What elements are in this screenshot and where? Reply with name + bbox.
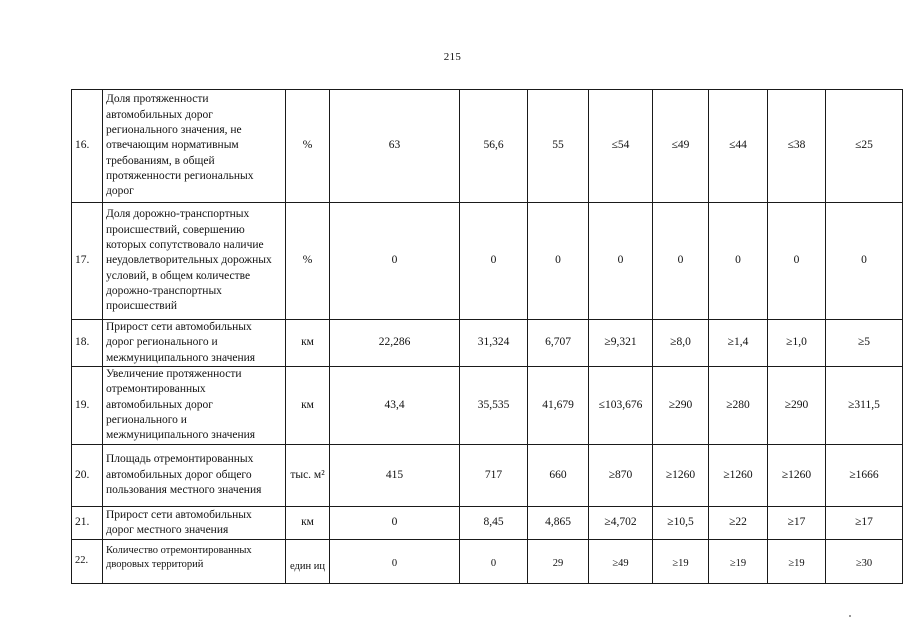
value-cell: 6,707 <box>528 320 589 367</box>
value-cell: ≥19 <box>653 539 709 583</box>
value-cell: 8,45 <box>460 506 528 539</box>
unit-cell: % <box>286 90 330 203</box>
value-cell: ≥4,702 <box>589 506 653 539</box>
value-cell: 0 <box>330 203 460 320</box>
unit-cell: тыс. м² <box>286 444 330 506</box>
unit-cell: % <box>286 203 330 320</box>
indicators-table <box>71 89 903 584</box>
row-number: 18. <box>72 320 103 367</box>
value-cell: ≥1666 <box>826 444 903 506</box>
value-cell: 415 <box>330 444 460 506</box>
value-cell: ≥49 <box>589 539 653 583</box>
value-cell: ≥1,0 <box>768 320 826 367</box>
value-cell: ≥1260 <box>653 444 709 506</box>
value-cell: 717 <box>460 444 528 506</box>
value-cell: 31,324 <box>460 320 528 367</box>
value-cell: ≥5 <box>826 320 903 367</box>
scan-speck <box>849 615 851 617</box>
value-cell: ≥1260 <box>768 444 826 506</box>
table-row <box>72 203 903 320</box>
value-cell: ≥17 <box>768 506 826 539</box>
value-cell: 56,6 <box>460 90 528 203</box>
table-row <box>72 366 903 444</box>
value-cell: 660 <box>528 444 589 506</box>
table-row <box>72 444 903 506</box>
value-cell: ≥280 <box>709 366 768 444</box>
value-cell: ≥1260 <box>709 444 768 506</box>
value-cell: 22,286 <box>330 320 460 367</box>
value-cell: ≥10,5 <box>653 506 709 539</box>
value-cell: ≥22 <box>709 506 768 539</box>
value-cell: 55 <box>528 90 589 203</box>
table-row <box>72 320 903 367</box>
value-cell: ≥19 <box>768 539 826 583</box>
value-cell: 0 <box>330 506 460 539</box>
value-cell: ≤49 <box>653 90 709 203</box>
row-number: 21. <box>72 506 103 539</box>
value-cell: ≥17 <box>826 506 903 539</box>
value-cell: 0 <box>709 203 768 320</box>
unit-cell: един иц <box>286 539 330 583</box>
value-cell: ≤38 <box>768 90 826 203</box>
value-cell: 63 <box>330 90 460 203</box>
indicator-name: Прирост сети автомобильных дорог местного значения <box>103 506 286 539</box>
indicator-name: Увеличение протяженности отремонтированных автомобильных дорог регионального и межмуниципального значения <box>103 366 286 444</box>
value-cell: 35,535 <box>460 366 528 444</box>
row-number: 19. <box>72 366 103 444</box>
unit-cell: км <box>286 320 330 367</box>
value-cell: ≥290 <box>653 366 709 444</box>
value-cell: 4,865 <box>528 506 589 539</box>
value-cell: 0 <box>826 203 903 320</box>
value-cell: 41,679 <box>528 366 589 444</box>
value-cell: 0 <box>330 539 460 583</box>
value-cell: ≤103,676 <box>589 366 653 444</box>
row-number: 22. <box>72 539 103 583</box>
table-row <box>72 90 903 203</box>
indicator-name: Прирост сети автомобильных дорог регионального и межмуниципального значения <box>103 320 286 367</box>
value-cell: 0 <box>768 203 826 320</box>
row-number: 16. <box>72 90 103 203</box>
value-cell: 43,4 <box>330 366 460 444</box>
value-cell: ≤54 <box>589 90 653 203</box>
value-cell: ≤44 <box>709 90 768 203</box>
value-cell: 0 <box>589 203 653 320</box>
indicator-name: Площадь отремонтированных автомобильных дорог общего пользования местного значения <box>103 444 286 506</box>
value-cell: ≥870 <box>589 444 653 506</box>
table-row <box>72 539 903 583</box>
value-cell: ≤25 <box>826 90 903 203</box>
value-cell: 0 <box>528 203 589 320</box>
unit-cell: км <box>286 506 330 539</box>
value-cell: 0 <box>460 539 528 583</box>
value-cell: ≥1,4 <box>709 320 768 367</box>
value-cell: ≥9,321 <box>589 320 653 367</box>
page-number: 215 <box>443 51 462 63</box>
value-cell: 0 <box>460 203 528 320</box>
value-cell: ≥19 <box>709 539 768 583</box>
row-number: 17. <box>72 203 103 320</box>
unit-cell: км <box>286 366 330 444</box>
value-cell: ≥290 <box>768 366 826 444</box>
value-cell: ≥311,5 <box>826 366 903 444</box>
value-cell: 0 <box>653 203 709 320</box>
indicator-name: Количество отремонтированных дворовых территорий <box>103 539 286 583</box>
row-number: 20. <box>72 444 103 506</box>
value-cell: 29 <box>528 539 589 583</box>
table-row <box>72 506 903 539</box>
value-cell: ≥30 <box>826 539 903 583</box>
indicator-name: Доля дорожно-транспортных происшествий, совершению которых сопутствовало наличие неудовлетворительных дорожных условий, в общем количестве дорожно-транспортных происшествий <box>103 203 286 320</box>
indicator-name: Доля протяженности автомобильных дорог регионального значения, не отвечающим нормативным требованиям, в общей протяженности региональных дорог <box>103 90 286 203</box>
value-cell: ≥8,0 <box>653 320 709 367</box>
